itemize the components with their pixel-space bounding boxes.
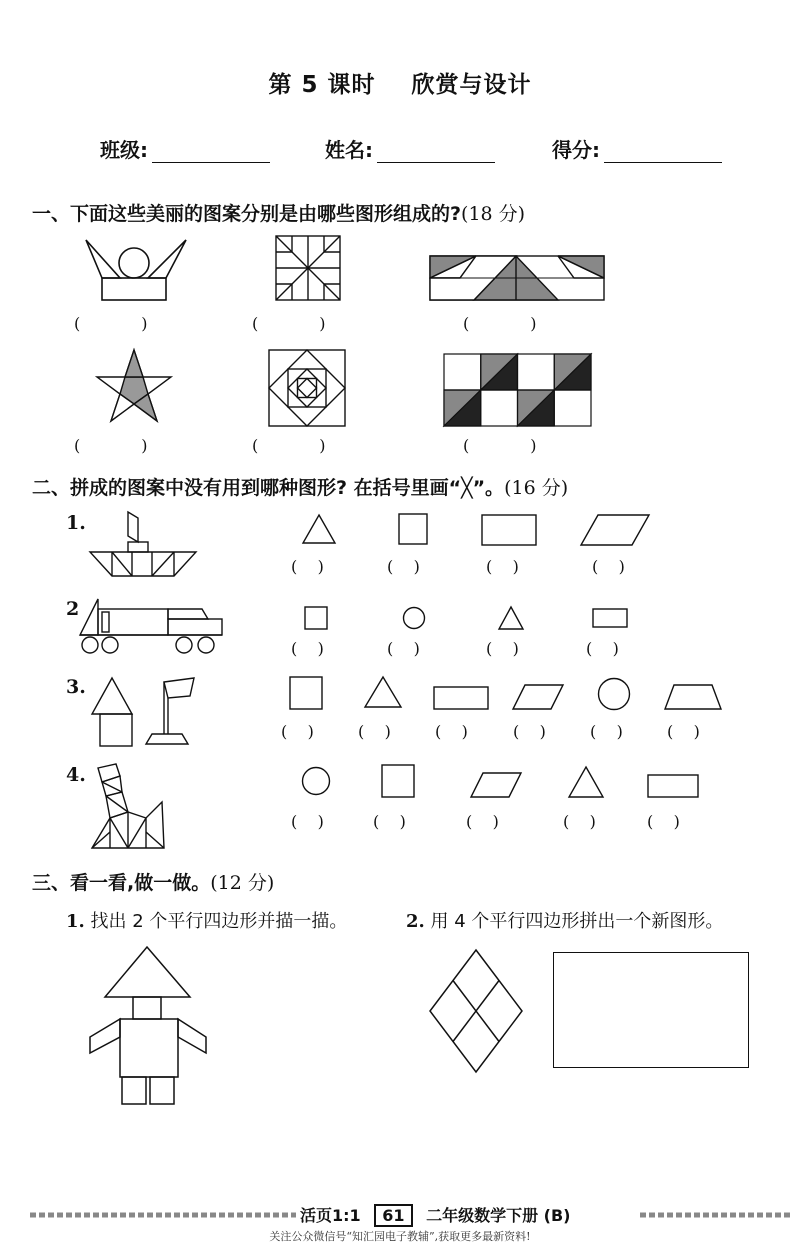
q2-paren-1[interactable]: ( ) [291,639,324,658]
answer-paren-1[interactable]: ( ) [74,314,148,333]
section2-points: (16 分) [504,477,569,499]
name-blank[interactable] [377,144,495,163]
section2-title: 二、拼成的图案中没有用到哪种图形? 在括号里画“╳”。 [32,477,505,499]
answer-paren-6[interactable]: ( ) [463,436,537,455]
q3-paren-6[interactable]: ( ) [667,722,700,741]
class-label: 班级: [100,138,148,162]
footer-right: 二年级数学下册 (B) [426,1206,571,1225]
page-title [0,66,800,99]
q4-paren-2[interactable]: ( ) [373,812,406,831]
pattern-triangle-band [430,256,604,300]
q4-swan-figure [88,762,168,850]
parallelogram-shape [512,684,564,710]
trapezoid-shape [664,684,722,710]
answer-paren-2[interactable]: ( ) [252,314,326,333]
lesson-topic: 欣赏与设计 [411,72,532,98]
task1-number: 1. [66,911,85,932]
q1-paren-1[interactable]: ( ) [291,557,324,576]
q2-paren-3[interactable]: ( ) [486,639,519,658]
parallelogram-diamond-figure [428,948,524,1074]
q1-paren-3[interactable]: ( ) [486,557,519,576]
rectangle-shape [647,774,699,798]
section2-heading [32,473,568,500]
answer-paren-3[interactable]: ( ) [463,314,537,333]
q3-house-flag-figure [90,676,196,748]
footer-arrow-right [640,1210,790,1220]
q1-number: 1. [66,512,86,534]
q3-paren-5[interactable]: ( ) [590,722,623,741]
q2-paren-2[interactable]: ( ) [387,639,420,658]
square-shape [289,676,323,710]
square-shape [398,513,428,545]
parallelogram-shape [470,772,522,798]
q3-paren-2[interactable]: ( ) [358,722,391,741]
triangle-shape [364,676,402,708]
q3-paren-3[interactable]: ( ) [435,722,468,741]
footer-text [300,1203,571,1227]
footer-left: 活页1:1 [300,1206,361,1225]
pattern-square-triangles [276,236,340,300]
q1-paren-2[interactable]: ( ) [387,557,420,576]
class-blank[interactable] [152,144,270,163]
section3-points: (12 分) [210,872,275,894]
rectangle-shape [592,608,628,628]
task2-text [406,907,723,933]
pattern-star [96,348,172,424]
task2-number: 2. [406,911,425,932]
q4-paren-4[interactable]: ( ) [563,812,596,831]
drawing-area[interactable] [553,952,749,1068]
name-label: 姓名: [325,138,373,162]
score-blank[interactable] [604,144,722,163]
answer-paren-5[interactable]: ( ) [252,436,326,455]
q4-paren-5[interactable]: ( ) [647,812,680,831]
circle-shape [402,606,426,630]
q2-paren-4[interactable]: ( ) [586,639,619,658]
task2-instruction: 用 4 个平行四边形拼出一个新图形。 [430,911,724,932]
footer-arrow-left [30,1210,296,1220]
task1-instruction: 找出 2 个平行四边形并描一描。 [90,911,348,932]
q4-paren-1[interactable]: ( ) [291,812,324,831]
rectangle-shape [481,514,537,546]
q3-paren-1[interactable]: ( ) [281,722,314,741]
q2-number: 2 [66,598,80,620]
page-number: 61 [374,1204,412,1227]
section1-heading [32,199,525,226]
rectangle-shape [433,686,489,710]
section3-heading [32,868,274,895]
triangle-shape [302,514,336,544]
score-field [552,134,722,163]
section1-title: 一、下面这些美丽的图案分别是由哪些图形组成的? [32,203,462,225]
q4-paren-3[interactable]: ( ) [466,812,499,831]
q1-paren-4[interactable]: ( ) [592,557,625,576]
wechat-note: 关注公众微信号“知汇园电子教辅”,获取更多最新资料! [269,1230,531,1243]
q3-paren-4[interactable]: ( ) [513,722,546,741]
score-label: 得分: [552,138,600,162]
answer-paren-4[interactable]: ( ) [74,436,148,455]
triangle-shape [498,606,524,630]
class-field [100,134,270,163]
pattern-nested-squares [268,349,346,427]
robot-figure [88,945,208,1107]
task1-text [66,907,347,933]
parallelogram-shape [580,514,650,546]
circle-shape [597,677,631,711]
section1-points: (18 分) [461,203,526,225]
circle-shape [301,766,331,796]
q4-number: 4. [66,764,86,786]
pattern-crown [82,232,192,304]
lesson-number: 第 5 课时 [268,72,376,98]
q3-number: 3. [66,676,86,698]
small-square-shape [304,606,328,630]
section3-title: 三、看一看,做一做。 [32,872,211,894]
triangle-shape [568,766,604,798]
square-shape [381,764,415,798]
pattern-checker-triangles [444,354,591,426]
name-field [325,134,495,163]
q2-truck-figure [78,597,224,657]
q1-boat-figure [88,510,198,578]
